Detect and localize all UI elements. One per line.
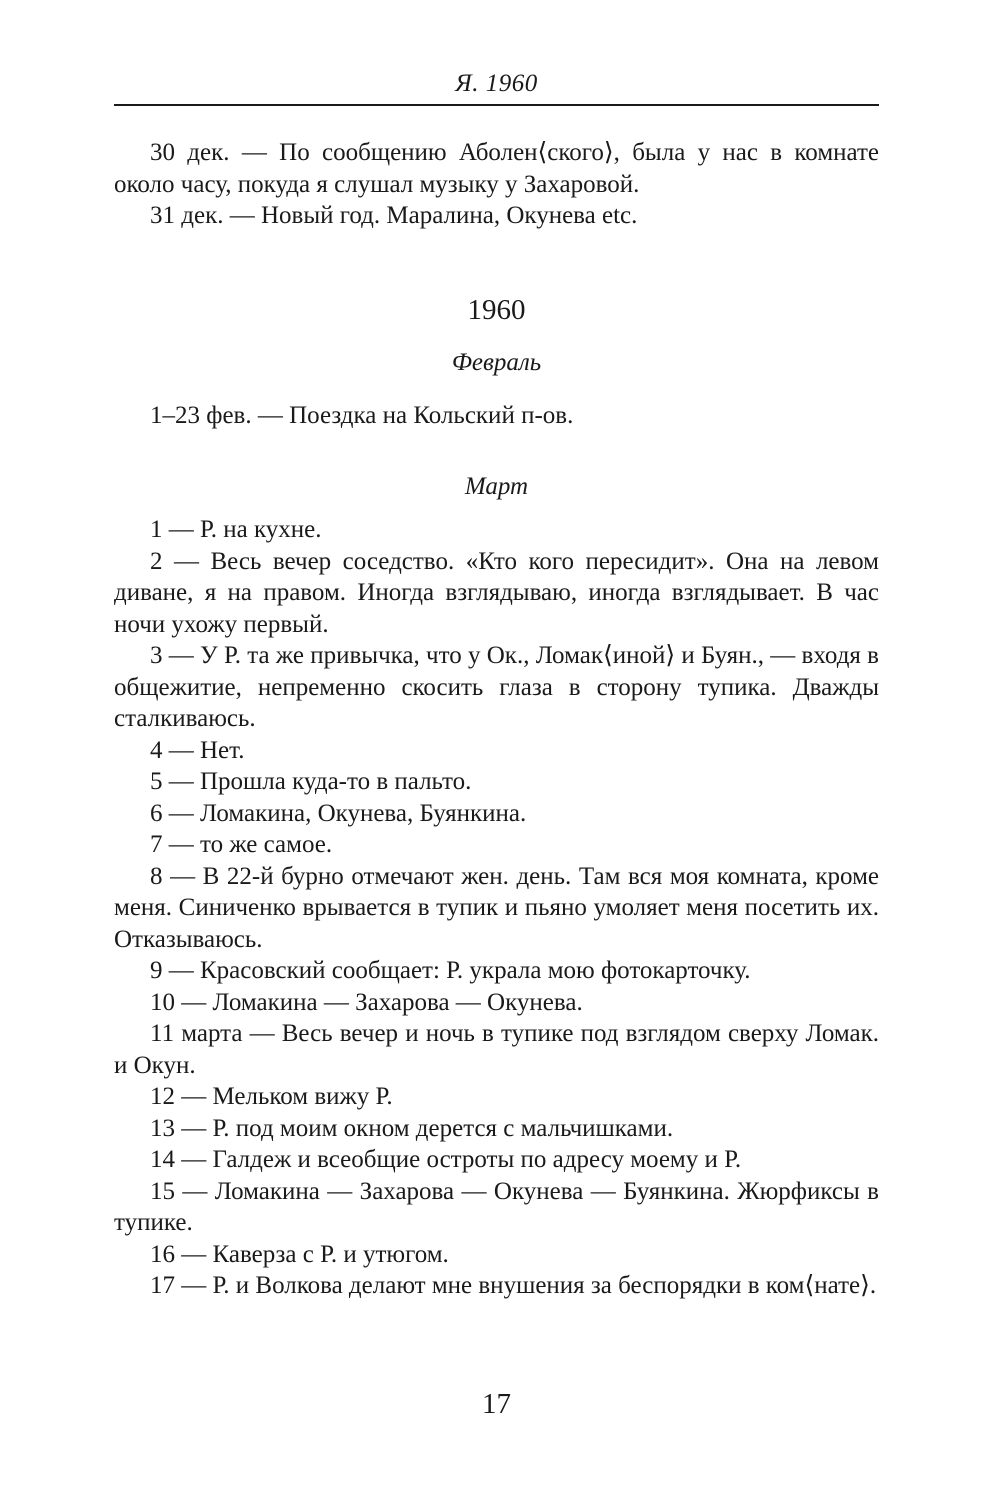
month-heading-march: Март [464,473,529,500]
month-heading-february: Февраль [451,348,542,376]
entry-mar-1: 1 — Р. на кухне. [150,516,322,543]
entry-mar-9: 9 — Красовский сообщает: Р. украла мою фотокарточку. [150,957,751,984]
entry-mar-2: 2 — Весь вечер соседство. «Кто кого пересидит». Она на левом диване, я на правом. Иногда взглядываю, иногда взглядывает. В час ночи ухожу первый. [114,547,879,638]
entry-mar-4: 4 — Нет. [150,736,245,764]
page-number: 17 [482,1388,511,1420]
entry-mar-8: 8 — В 22-й бурно отмечают жен. день. Там вся моя комната, кроме меня. Синиченко врывается в тупик и пьяно умоляет меня посетить их. Отказываюсь. [114,862,879,953]
page-body [114,137,879,1302]
entry-mar-5: 5 — Прошла куда-то в пальто. [150,768,472,795]
book-page [114,0,879,1499]
entry-mar-12: 12 — Мельком вижу Р. [150,1083,393,1110]
entry-dec-30: 30 дек. — По сообщению Аболен⟨ского⟩, была у нас в комнате около часу, покуда я слушал музыку у Захаровой. [114,139,879,198]
entry-mar-3: 3 — У Р. та же привычка, что у Ок., Ломак⟨иной⟩ и Буян., — входя в общежитие, непременно скосить глаза в сторону тупика. Дважды сталкиваюсь. [114,642,879,732]
entry-mar-14: 14 — Галдеж и всеобщие остроты по адресу моему и Р. [150,1146,742,1173]
entry-mar-13: 13 — Р. под моим окном дерется с мальчишками. [150,1114,674,1142]
entry-dec-31: 31 дек. — Новый год. Маралина, Окунева etc. [150,202,638,229]
entry-mar-6: 6 — Ломакина, Окунева, Буянкина. [150,799,527,827]
entry-mar-7: 7 — то же самое. [150,831,333,858]
entry-mar-16: 16 — Каверза с Р. и утюгом. [150,1240,449,1268]
entry-mar-10: 10 — Ломакина — Захарова — Окунева. [150,988,583,1016]
entry-feb-1-23: 1–23 фев. — Поездка на Кольский п-ов. [150,401,574,429]
entry-mar-17: 17 — Р. и Волкова делают мне внушения за беспорядки в ком⟨нате⟩. [150,1272,877,1299]
entry-mar-15: 15 — Ломакина — Захарова — Окунева — Буянкина. Жюрфиксы в тупике. [114,1177,879,1236]
header-rule [114,104,879,106]
year-heading: 1960 [467,293,526,326]
entry-mar-11: 11 марта — Весь вечер и ночь в тупике под взглядом сверху Ломак. и Окун. [114,1020,879,1079]
running-head: Я. 1960 [455,70,538,97]
